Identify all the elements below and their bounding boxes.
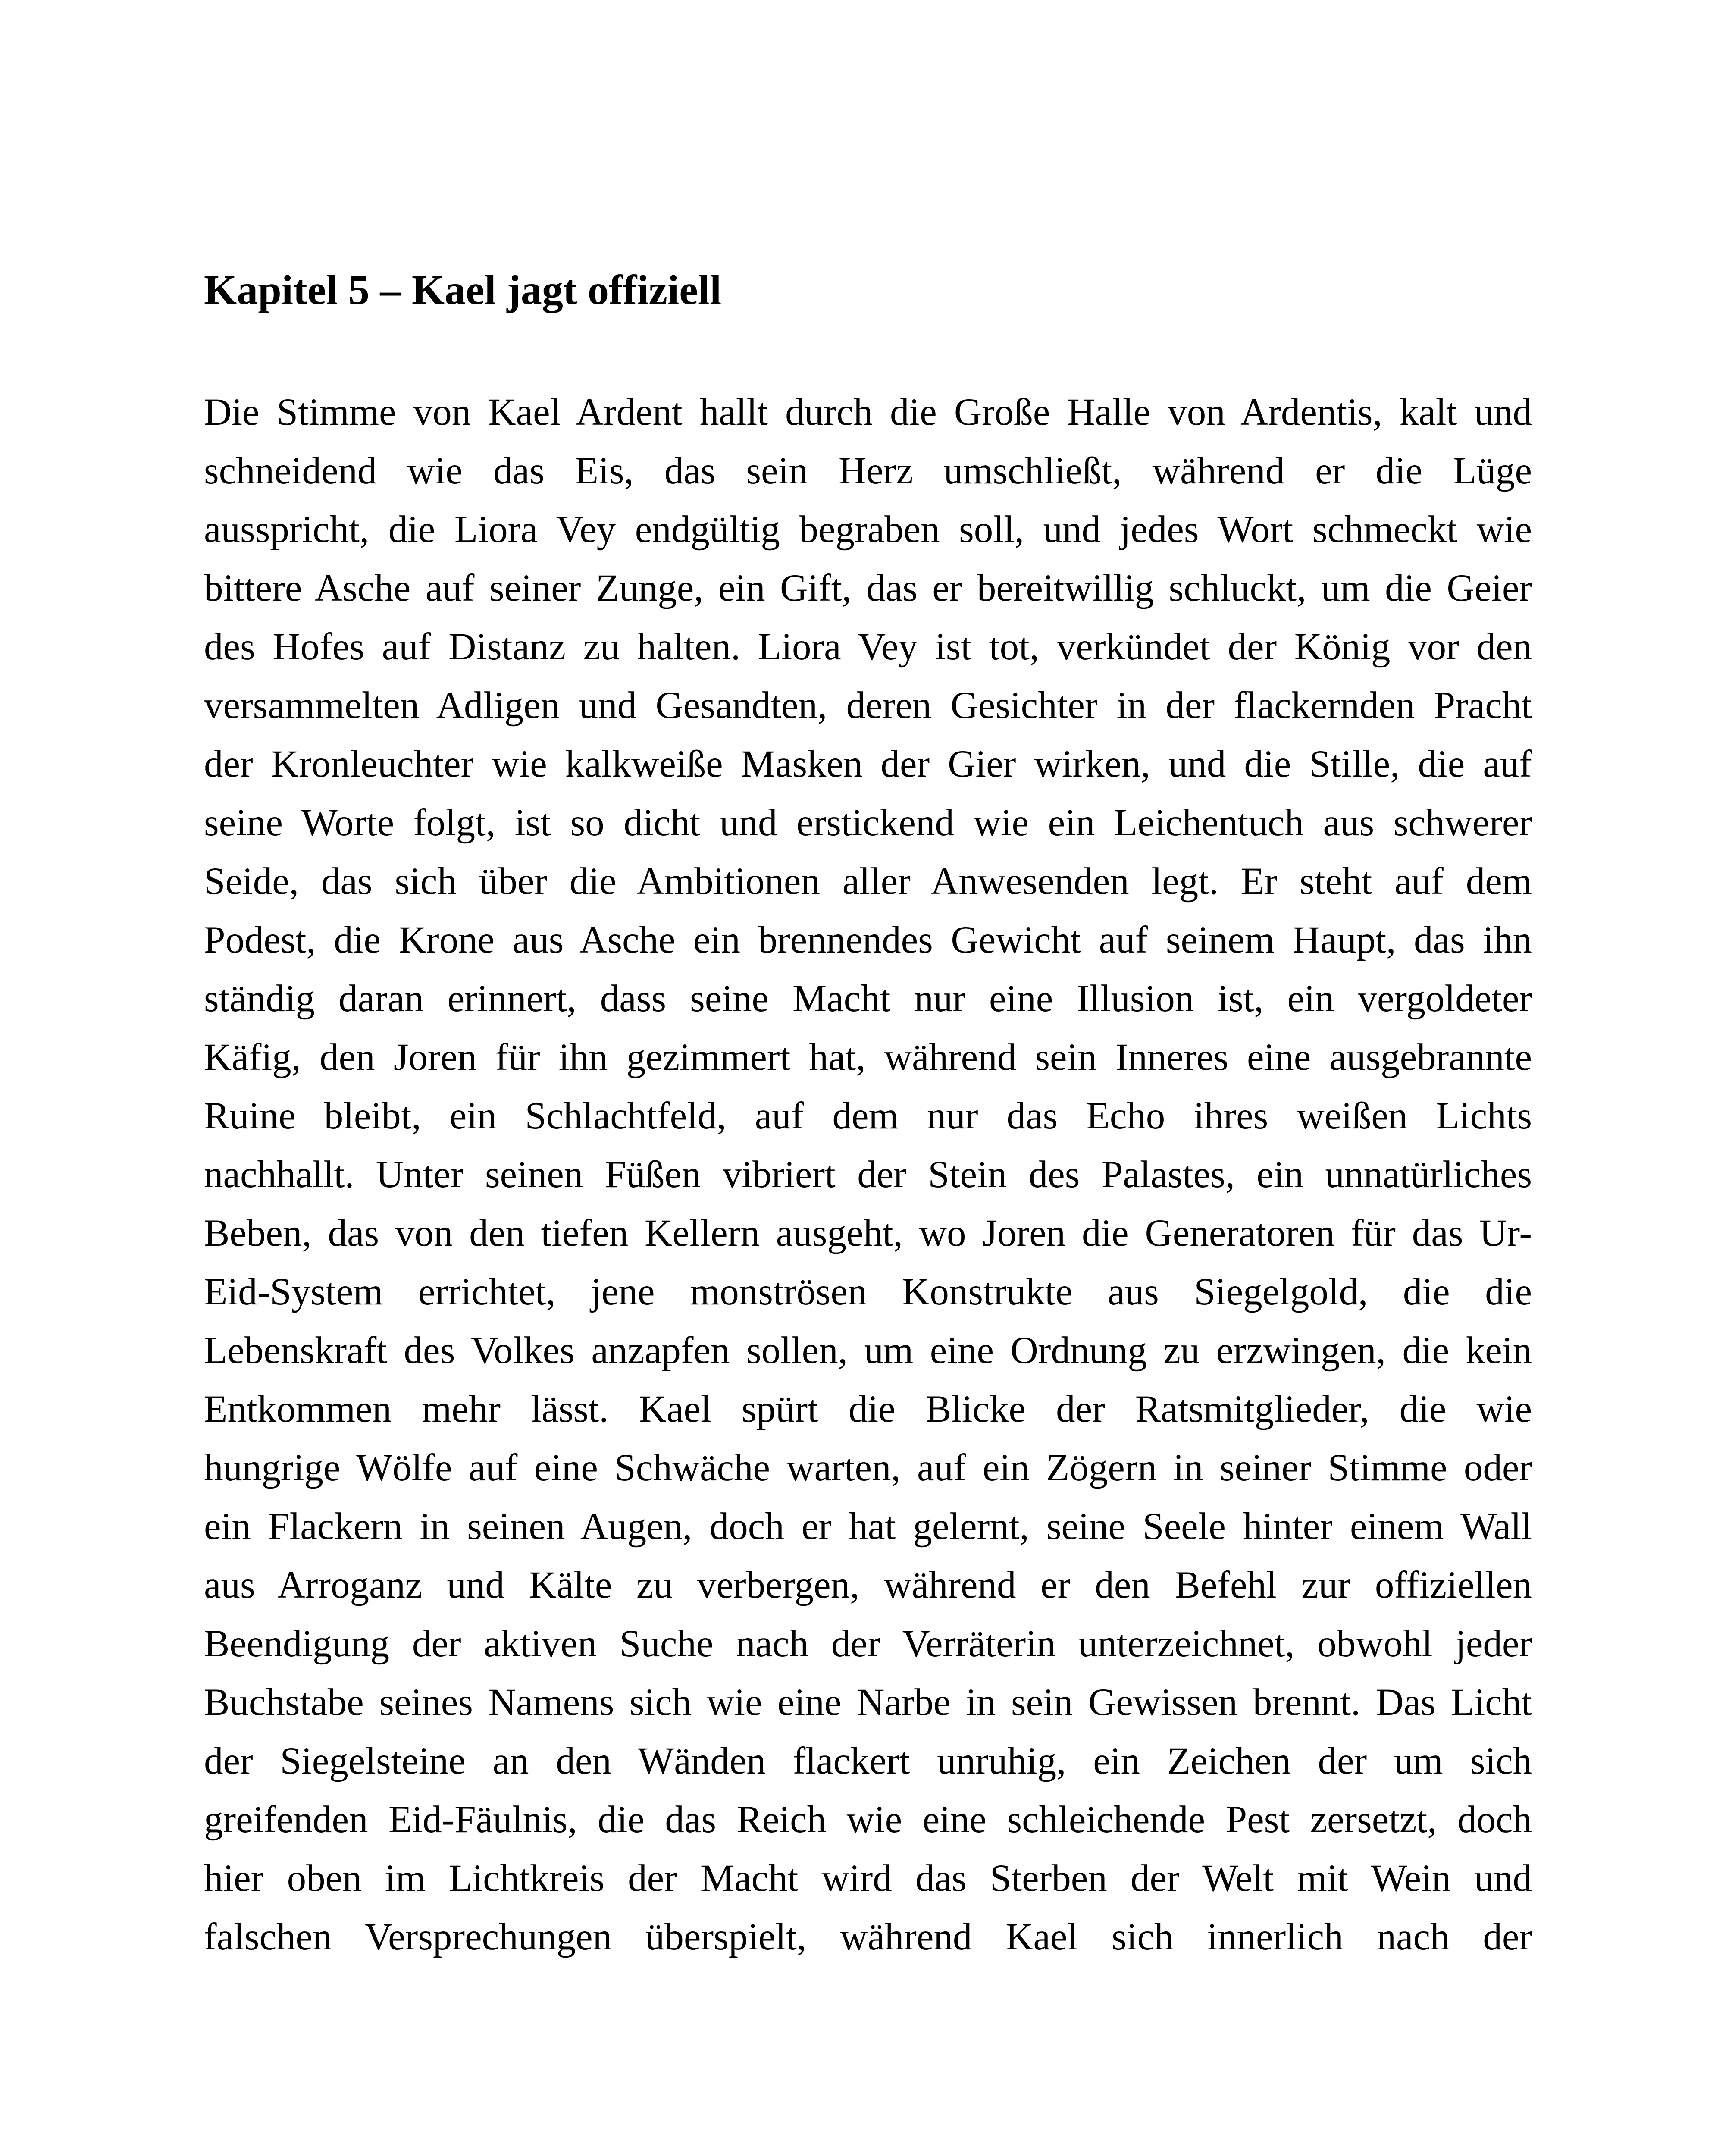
text-line: schneidend wie das Eis, das sein Herz umschließt, während er die Lüge (204, 450, 1532, 492)
text-line: der Siegelsteine an den Wänden flackert unruhig, ein Zeichen der um sich (204, 1740, 1532, 1782)
text-line: Beendigung der aktiven Suche nach der Verräterin unterzeichnet, obwohl jeder (204, 1623, 1532, 1665)
text-line: versammelten Adligen und Gesandten, deren Gesichter in der flackernden Pracht (204, 684, 1532, 727)
text-line: greifenden Eid-Fäulnis, die das Reich wie eine schleichende Pest zersetzt, doch (204, 1799, 1532, 1841)
text-line: ständig daran erinnert, dass seine Macht nur eine Illusion ist, ein vergoldeter (204, 978, 1532, 1020)
text-line: Seide, das sich über die Ambitionen aller Anwesenden legt. Er steht auf dem (204, 860, 1532, 903)
text-line: Podest, die Krone aus Asche ein brennendes Gewicht auf seinem Haupt, das ihn (204, 919, 1532, 961)
text-line: der Kronleuchter wie kalkweiße Masken der Gier wirken, und die Stille, die auf (204, 743, 1532, 785)
text-line: Entkommen mehr lässt. Kael spürt die Blicke der Ratsmitglieder, die wie (204, 1388, 1532, 1430)
text-line: des Hofes auf Distanz zu halten. Liora Vey ist tot, verkündet der König vor den (204, 626, 1532, 668)
chapter-body (204, 383, 1532, 1966)
text-line: Buchstabe seines Namens sich wie eine Narbe in sein Gewissen brennt. Das Licht (204, 1681, 1532, 1724)
text-line: nachhallt. Unter seinen Füßen vibriert der Stein des Palastes, ein unnatürliches (204, 1153, 1532, 1196)
text-line: Käfig, den Joren für ihn gezimmert hat, während sein Inneres eine ausgebrannte (204, 1036, 1532, 1078)
text-line: Beben, das von den tiefen Kellern ausgeht, wo Joren die Generatoren für das Ur- (204, 1212, 1532, 1254)
text-line: falschen Versprechungen überspielt, während Kael sich innerlich nach der (204, 1916, 1532, 1958)
text-line: Lebenskraft des Volkes anzapfen sollen, um eine Ordnung zu erzwingen, die kein (204, 1329, 1532, 1372)
text-line: ein Flackern in seinen Augen, doch er hat gelernt, seine Seele hinter einem Wall (204, 1505, 1532, 1548)
text-line: seine Worte folgt, ist so dicht und erstickend wie ein Leichentuch aus schwerer (204, 802, 1532, 844)
text-line: ausspricht, die Liora Vey endgültig begraben soll, und jedes Wort schmeckt wie (204, 508, 1532, 551)
text-line: bittere Asche auf seiner Zunge, ein Gift, das er bereitwillig schluckt, um die Geier (204, 567, 1532, 609)
chapter-title: Kapitel 5 – Kael jagt offiziell (204, 267, 722, 313)
text-line: hungrige Wölfe auf eine Schwäche warten, auf ein Zögern in seiner Stimme oder (204, 1447, 1532, 1489)
text-line: Eid-System errichtet, jene monströsen Konstrukte aus Siegelgold, die die (204, 1271, 1532, 1313)
text-line: aus Arroganz und Kälte zu verbergen, während er den Befehl zur offiziellen (204, 1564, 1532, 1606)
text-line: Die Stimme von Kael Ardent hallt durch die Große Halle von Ardentis, kalt und (204, 391, 1532, 433)
text-line: Ruine bleibt, ein Schlachtfeld, auf dem nur das Echo ihres weißen Lichts (204, 1095, 1532, 1137)
text-line: hier oben im Lichtkreis der Macht wird das Sterben der Welt mit Wein und (204, 1857, 1532, 1899)
